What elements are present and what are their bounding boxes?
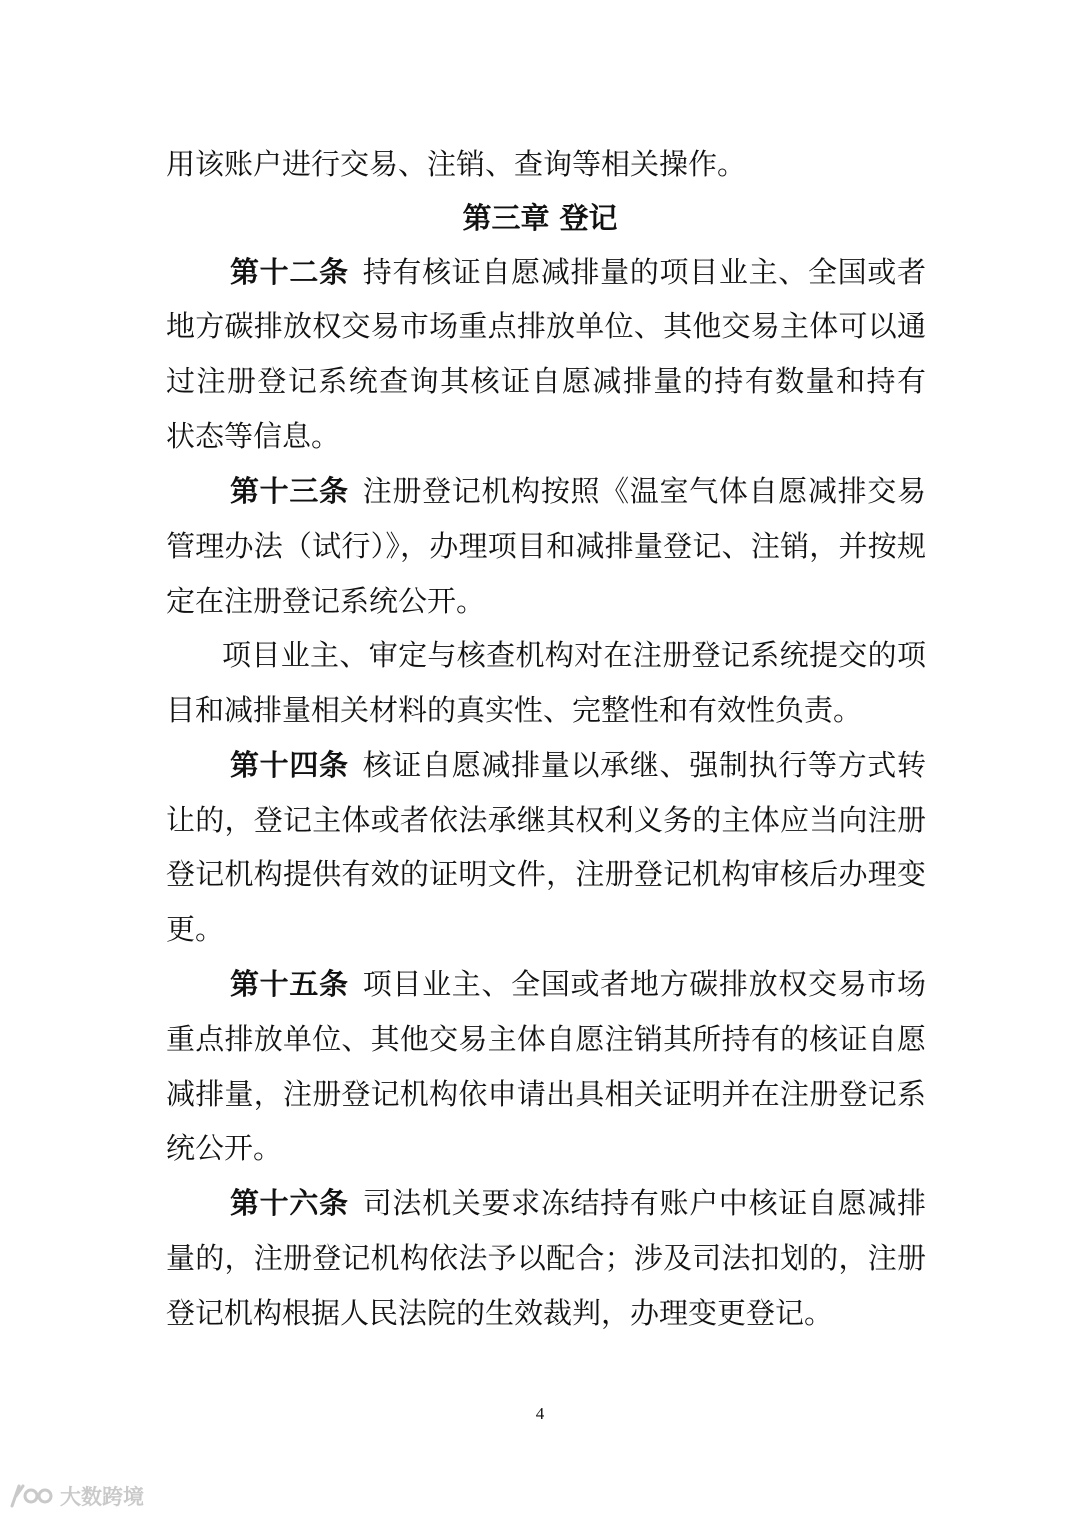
article-12-label: 第十二条: [230, 255, 349, 289]
article-16-line-1: 第十六条 司法机关要求冻结持有账户中核证自愿减排: [230, 1186, 926, 1220]
watermark-logo-icon: [8, 1482, 54, 1510]
line-01: 用该账户进行交易、注销、查询等相关操作。: [166, 147, 747, 181]
watermark: [8, 1481, 144, 1511]
article-16-line-2: 量的，注册登记机构依法予以配合；涉及司法扣划的，注册: [166, 1241, 926, 1275]
article-16-line-3: 登记机构根据人民法院的生效裁判，办理变更登记。: [166, 1296, 834, 1330]
article-15-line-3: 减排量，注册登记机构依申请出具相关证明并在注册登记系: [166, 1077, 926, 1111]
article-15-line-4: 统公开。: [166, 1131, 283, 1165]
article-13-line-3: 定在注册登记系统公开。: [166, 584, 486, 618]
article-12-line-3: 过注册登记系统查询其核证自愿减排量的持有数量和持有: [166, 364, 926, 398]
article-13-line-2: 管理办法（试行）》，办理项目和减排量登记、注销，并按规: [166, 529, 926, 563]
article-13-line-1: 第十三条 注册登记机构按照《温室气体自愿减排交易: [230, 474, 926, 508]
paragraph-line-1: 项目业主、审定与核查机构对在注册登记系统提交的项: [222, 638, 926, 672]
chapter-heading: 第三章 登记: [462, 201, 618, 235]
article-14-line-4: 更。: [166, 912, 225, 946]
article-13-label: 第十三条: [230, 474, 349, 508]
article-14-line-1: 第十四条 核证自愿减排量以承继、强制执行等方式转: [230, 748, 926, 782]
article-14-label: 第十四条: [230, 748, 349, 782]
page-number: 4: [535, 1404, 545, 1423]
watermark-text: 大数跨境: [60, 1485, 144, 1509]
article-15-line-1: 第十五条 项目业主、全国或者地方碳排放权交易市场: [230, 967, 926, 1001]
article-16-label: 第十六条: [230, 1186, 349, 1220]
article-12-line-2: 地方碳排放权交易市场重点排放单位、其他交易主体可以通: [166, 309, 926, 343]
article-14-line-3: 登记机构提供有效的证明文件，注册登记机构审核后办理变: [166, 857, 926, 891]
article-15-label: 第十五条: [230, 967, 349, 1001]
article-15-line-2: 重点排放单位、其他交易主体自愿注销其所持有的核证自愿: [166, 1022, 926, 1056]
article-12-line-4: 状态等信息。: [166, 419, 341, 453]
article-12-line-1: 第十二条 持有核证自愿减排量的项目业主、全国或者: [230, 255, 926, 289]
article-14-line-2: 让的，登记主体或者依法承继其权利义务的主体应当向注册: [166, 803, 926, 837]
paragraph-line-2: 目和减排量相关材料的真实性、完整性和有效性负责。: [166, 693, 863, 727]
